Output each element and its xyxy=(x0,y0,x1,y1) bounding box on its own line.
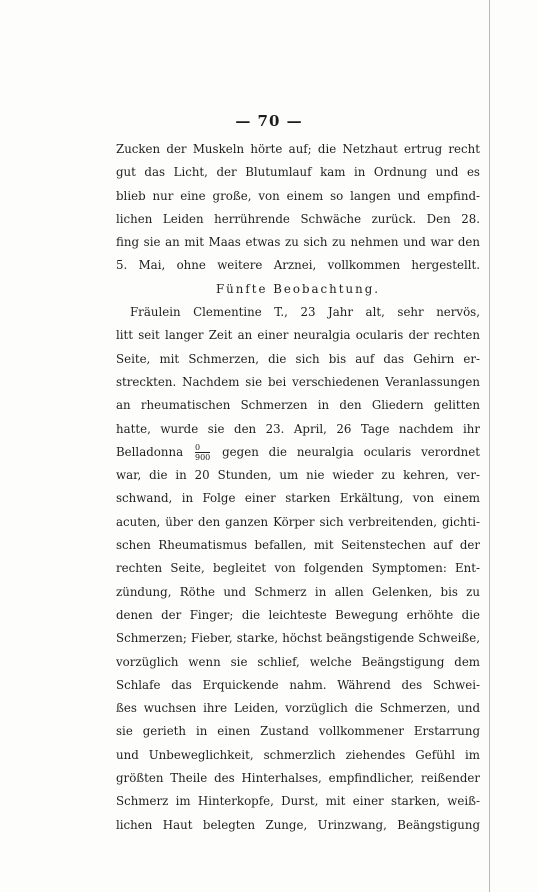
text-line: Schmerz im Hinterkopfe, Durst, mit einer starken, weiß- xyxy=(116,794,480,809)
text-line: streckten. Nachdem sie bei verschiedenen Veranlassungen xyxy=(116,374,480,389)
text-line: lichen Haut belegten Zunge, Urinzwang, Beängstigung xyxy=(116,817,480,832)
text-line: fing sie an mit Maas etwas zu sich zu nehmen und war den xyxy=(116,235,480,250)
text-line: zündung, Röthe und Schmerz in allen Gelenken, bis zu xyxy=(116,584,480,599)
body-text xyxy=(116,138,480,837)
text-line: rechten Seite, begleitet von folgenden Symptomen: Ent- xyxy=(116,561,480,576)
section-heading: Fünfte Beobachtung. xyxy=(216,281,380,296)
belladonna-dose-line xyxy=(116,441,480,464)
text-line: an rheumatischen Schmerzen in den Gliedern gelitten xyxy=(116,398,480,413)
fraction-numerator: 0 xyxy=(194,443,201,453)
text-line: Schmerzen; Fieber, starke, höchst beängstigende Schweiße, xyxy=(116,631,480,646)
text-line: denen der Finger; die leichteste Bewegung erhöhte die xyxy=(116,607,480,622)
text-line: ßes wuchsen ihre Leiden, vorzüglich die Schmerzen, und xyxy=(116,701,480,716)
text-line: Zucken der Muskeln hörte auf; die Netzhaut ertrug recht xyxy=(116,142,480,156)
belladonna-word: Belladonna xyxy=(116,444,184,459)
text-line: gut das Licht, der Blutumlauf kam in Ordnung und es xyxy=(116,165,480,180)
text-line: schen Rheumatismus befallen, mit Seitenstechen auf der xyxy=(116,538,480,553)
text-line: lichen Leiden herrührende Schwäche zurück. Den 28. xyxy=(116,211,480,226)
text-line: sie gerieth in einen Zustand vollkommener Erstarrung xyxy=(116,724,480,739)
text-line: Fräulein Clementine T., 23 Jahr alt, sehr nervös, xyxy=(130,305,480,320)
fraction-denominator: 900 xyxy=(194,453,211,463)
dose-fraction xyxy=(195,443,210,462)
text-line: hatte, wurde sie den 23. April, 26 Tage nachdem ihr xyxy=(116,421,480,436)
belladonna-rest: gegen die neuralgia ocularis verordnet xyxy=(222,444,480,459)
text-line: größten Theile des Hinterhalses, empfindlicher, reißender xyxy=(116,771,480,786)
text-line: und Unbeweglichkeit, schmerzlich ziehendes Gefühl im xyxy=(116,747,480,762)
text-line: Seite, mit Schmerzen, die sich bis auf das Gehirn er- xyxy=(116,351,480,366)
text-line: vorzüglich wenn sie schlief, welche Beängstigung dem xyxy=(116,654,480,669)
text-line: litt seit langer Zeit an einer neuralgia ocularis der rechten xyxy=(116,328,480,343)
text-line: schwand, in Folge einer starken Erkältung, von einem xyxy=(116,491,480,506)
text-line: 5. Mai, ohne weitere Arznei, vollkommen hergestellt. xyxy=(116,258,480,273)
text-line: Schlafe das Erquickende nahm. Während des Schwei- xyxy=(116,677,480,692)
text-line: war, die in 20 Stunden, um nie wieder zu kehren, ver- xyxy=(116,468,480,483)
text-line: blieb nur eine große, von einem so langen und empfind- xyxy=(116,188,480,203)
page-number-header: — 70 — xyxy=(235,112,303,130)
page-edge-rule xyxy=(489,0,490,892)
text-line: acuten, über den ganzen Körper sich verbreitenden, gichti- xyxy=(116,514,480,529)
